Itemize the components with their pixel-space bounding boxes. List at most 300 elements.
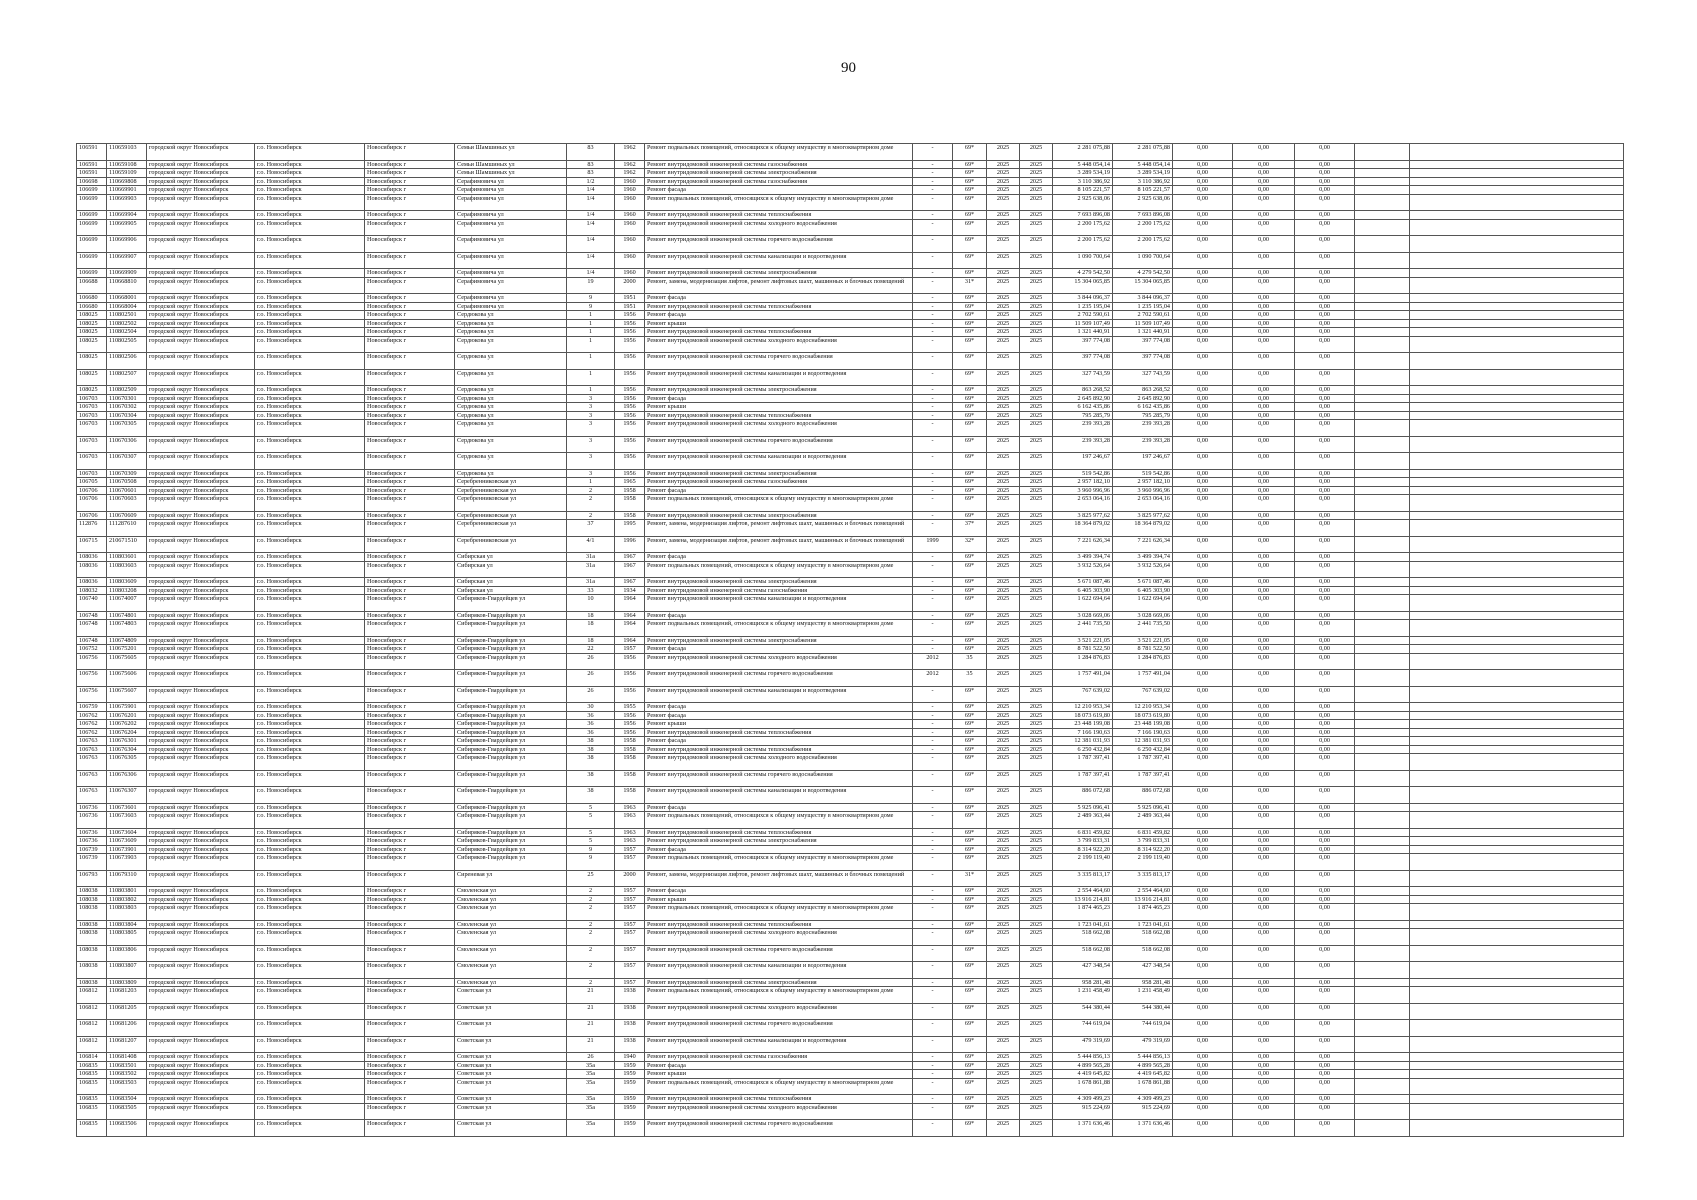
cell-house-number: 2 <box>567 511 615 520</box>
cell-fund-cost: 1 231 458,49 <box>1113 987 1173 1004</box>
cell-municipality: городской округ Новосибирск <box>147 1103 255 1120</box>
cell-street: Советская ул <box>455 1020 567 1037</box>
cell-fund-cost: 1 321 440,91 <box>1113 328 1173 337</box>
table-body <box>77 144 1624 1137</box>
cell-prev-repair-year: - <box>913 403 953 412</box>
cell-house-number: 35а <box>567 1095 615 1104</box>
cell-settlement: г.о. Новосибирск <box>255 369 365 386</box>
cell-street: Сибиряков-Гвардейцев ул <box>455 620 567 637</box>
cell-work-id: 110669903 <box>107 194 147 211</box>
cell-work-type: Ремонт внутридомовой инженерной системы теплоснабжения <box>645 211 913 220</box>
cell-house-id: 108038 <box>77 895 107 904</box>
cell-fund-cost: 1 622 694,64 <box>1113 595 1173 612</box>
cell-house-number: 1/4 <box>567 252 615 269</box>
cell-fund-cost: 3 521 221,05 <box>1113 636 1173 645</box>
cell-wear: 69* <box>953 787 987 804</box>
cell-house-id: 106706 <box>77 511 107 520</box>
cell-street: Серафимовича ул <box>455 211 567 220</box>
cell-fund-cost: 8 781 522,50 <box>1113 645 1173 654</box>
cell-settlement: г.о. Новосибирск <box>255 745 365 754</box>
cell-plan-year-end: 2025 <box>1020 336 1053 353</box>
cell-extra-1 <box>1355 1070 1410 1079</box>
cell-prev-repair-year: - <box>913 302 953 311</box>
cell-fund-cost: 2 957 182,10 <box>1113 478 1173 487</box>
cell-plan-year-start: 2025 <box>987 770 1020 787</box>
cell-build-year: 1956 <box>615 653 645 670</box>
cell-prev-repair-year: - <box>913 1103 953 1120</box>
cell-local-cost: 0,00 <box>1295 169 1355 178</box>
cell-settlement: г.о. Новосибирск <box>255 394 365 403</box>
cell-total-cost: 915 224,69 <box>1053 1103 1113 1120</box>
cell-work-type: Ремонт фасада <box>645 394 913 403</box>
cell-budget-cost: 0,00 <box>1173 486 1233 495</box>
cell-extra-2 <box>1410 737 1624 746</box>
cell-wear: 37* <box>953 520 987 537</box>
cell-prev-repair-year: - <box>913 478 953 487</box>
cell-house-id: 106591 <box>77 160 107 169</box>
cell-plan-year-end: 2025 <box>1020 987 1053 1004</box>
cell-street: Сибиряков-Гвардейцев ул <box>455 703 567 712</box>
cell-house-number: 2 <box>567 920 615 929</box>
cell-house-id: 106739 <box>77 845 107 854</box>
cell-house-number: 37 <box>567 520 615 537</box>
cell-prev-repair-year: - <box>913 252 953 269</box>
cell-wear: 69* <box>953 411 987 420</box>
cell-house-number: 35а <box>567 1120 615 1137</box>
cell-prev-repair-year: - <box>913 929 953 946</box>
cell-extra-2 <box>1410 1103 1624 1120</box>
cell-plan-year-start: 2025 <box>987 703 1020 712</box>
cell-build-year: 1957 <box>615 845 645 854</box>
cell-work-type: Ремонт внутридомовой инженерной системы газоснабжения <box>645 478 913 487</box>
cell-work-type: Ремонт внутридомовой инженерной системы канализации и водоотведения <box>645 962 913 979</box>
cell-regional-cost: 0,00 <box>1233 870 1295 887</box>
cell-budget-cost: 0,00 <box>1173 1003 1233 1020</box>
cell-build-year: 1963 <box>615 828 645 837</box>
cell-regional-cost: 0,00 <box>1233 394 1295 403</box>
cell-extra-2 <box>1410 469 1624 478</box>
cell-total-cost: 3 799 833,31 <box>1053 837 1113 846</box>
cell-plan-year-end: 2025 <box>1020 1078 1053 1095</box>
cell-house-id: 106812 <box>77 987 107 1004</box>
cell-plan-year-end: 2025 <box>1020 803 1053 812</box>
cell-local-cost: 0,00 <box>1295 703 1355 712</box>
cell-extra-1 <box>1355 845 1410 854</box>
cell-plan-year-end: 2025 <box>1020 787 1053 804</box>
cell-street: Семьи Шамшиных ул <box>455 169 567 178</box>
cell-municipality: городской округ Новосибирск <box>147 962 255 979</box>
cell-wear: 69* <box>953 636 987 645</box>
cell-work-id: 110676202 <box>107 720 147 729</box>
cell-work-type: Ремонт подвальных помещений, относящихся к общему имуществу в многоквартирном доме <box>645 144 913 161</box>
cell-plan-year-start: 2025 <box>987 319 1020 328</box>
cell-fund-cost: 5 925 096,41 <box>1113 803 1173 812</box>
cell-prev-repair-year: - <box>913 703 953 712</box>
cell-street: Серебренниковская ул <box>455 520 567 537</box>
cell-house-number: 22 <box>567 645 615 654</box>
cell-extra-1 <box>1355 336 1410 353</box>
table-row <box>77 319 1624 328</box>
cell-build-year: 1967 <box>615 553 645 562</box>
cell-wear: 69* <box>953 319 987 328</box>
cell-work-type: Ремонт, замена, модернизация лифтов, ремонт лифтовых шахт, машинных и блочных помещений <box>645 277 913 294</box>
cell-settlement: г.о. Новосибирск <box>255 386 365 395</box>
cell-wear: 69* <box>953 386 987 395</box>
cell-plan-year-start: 2025 <box>987 420 1020 437</box>
cell-prev-repair-year: - <box>913 1036 953 1053</box>
table-row <box>77 586 1624 595</box>
cell-regional-cost: 0,00 <box>1233 211 1295 220</box>
cell-budget-cost: 0,00 <box>1173 353 1233 370</box>
cell-extra-2 <box>1410 1020 1624 1037</box>
cell-plan-year-end: 2025 <box>1020 177 1053 186</box>
cell-regional-cost: 0,00 <box>1233 686 1295 703</box>
cell-budget-cost: 0,00 <box>1173 987 1233 1004</box>
cell-settlement: г.о. Новосибирск <box>255 887 365 896</box>
cell-extra-2 <box>1410 294 1624 303</box>
cell-total-cost: 3 844 096,37 <box>1053 294 1113 303</box>
table-row <box>77 703 1624 712</box>
cell-locality: Новосибирск г <box>365 711 455 720</box>
cell-prev-repair-year: - <box>913 962 953 979</box>
cell-regional-cost: 0,00 <box>1233 486 1295 495</box>
table-row <box>77 336 1624 353</box>
cell-prev-repair-year: 2012 <box>913 670 953 687</box>
cell-house-number: 1 <box>567 319 615 328</box>
cell-house-number: 38 <box>567 770 615 787</box>
cell-plan-year-start: 2025 <box>987 586 1020 595</box>
cell-work-id: 110803804 <box>107 920 147 929</box>
cell-extra-1 <box>1355 486 1410 495</box>
cell-total-cost: 3 028 669,06 <box>1053 611 1113 620</box>
cell-extra-1 <box>1355 1053 1410 1062</box>
cell-plan-year-start: 2025 <box>987 904 1020 921</box>
cell-work-id: 110669905 <box>107 219 147 236</box>
cell-regional-cost: 0,00 <box>1233 770 1295 787</box>
cell-municipality: городской округ Новосибирск <box>147 978 255 987</box>
cell-work-type: Ремонт внутридомовой инженерной системы холодного водоснабжения <box>645 929 913 946</box>
cell-build-year: 1996 <box>615 536 645 553</box>
cell-budget-cost: 0,00 <box>1173 728 1233 737</box>
cell-work-type: Ремонт внутридомовой инженерной системы газоснабжения <box>645 1053 913 1062</box>
cell-regional-cost: 0,00 <box>1233 252 1295 269</box>
cell-extra-1 <box>1355 828 1410 837</box>
cell-local-cost: 0,00 <box>1295 336 1355 353</box>
cell-regional-cost: 0,00 <box>1233 1020 1295 1037</box>
cell-fund-cost: 479 319,69 <box>1113 1036 1173 1053</box>
cell-total-cost: 12 210 953,34 <box>1053 703 1113 712</box>
cell-street: Серафимовича ул <box>455 219 567 236</box>
cell-extra-2 <box>1410 586 1624 595</box>
cell-budget-cost: 0,00 <box>1173 1095 1233 1104</box>
cell-plan-year-end: 2025 <box>1020 770 1053 787</box>
cell-wear: 69* <box>953 754 987 771</box>
cell-wear: 69* <box>953 1061 987 1070</box>
cell-wear: 69* <box>953 328 987 337</box>
cell-work-type: Ремонт внутридомовой инженерной системы горячего водоснабжения <box>645 1020 913 1037</box>
cell-locality: Новосибирск г <box>365 1078 455 1095</box>
cell-prev-repair-year: - <box>913 328 953 337</box>
cell-budget-cost: 0,00 <box>1173 319 1233 328</box>
cell-local-cost: 0,00 <box>1295 595 1355 612</box>
cell-plan-year-end: 2025 <box>1020 453 1053 470</box>
cell-house-number: 2 <box>567 978 615 987</box>
cell-extra-2 <box>1410 328 1624 337</box>
cell-house-number: 38 <box>567 745 615 754</box>
cell-plan-year-start: 2025 <box>987 1020 1020 1037</box>
cell-total-cost: 1 321 440,91 <box>1053 328 1113 337</box>
cell-settlement: г.о. Новосибирск <box>255 403 365 412</box>
cell-work-type: Ремонт подвальных помещений, относящихся к общему имуществу в многоквартирном доме <box>645 495 913 512</box>
cell-prev-repair-year: - <box>913 160 953 169</box>
cell-budget-cost: 0,00 <box>1173 636 1233 645</box>
cell-fund-cost: 1 090 700,64 <box>1113 252 1173 269</box>
cell-plan-year-start: 2025 <box>987 854 1020 871</box>
cell-municipality: городской округ Новосибирск <box>147 277 255 294</box>
cell-municipality: городской округ Новосибирск <box>147 319 255 328</box>
cell-wear: 35 <box>953 670 987 687</box>
cell-house-id: 106706 <box>77 495 107 512</box>
cell-build-year: 1957 <box>615 645 645 654</box>
cell-plan-year-end: 2025 <box>1020 403 1053 412</box>
cell-municipality: городской округ Новосибирск <box>147 553 255 562</box>
cell-work-type: Ремонт внутридомовой инженерной системы холодного водоснабжения <box>645 420 913 437</box>
cell-settlement: г.о. Новосибирск <box>255 711 365 720</box>
cell-build-year: 1960 <box>615 269 645 278</box>
cell-total-cost: 2 554 464,60 <box>1053 887 1113 896</box>
cell-build-year: 1960 <box>615 211 645 220</box>
cell-street: Советская ул <box>455 1070 567 1079</box>
cell-plan-year-start: 2025 <box>987 211 1020 220</box>
cell-house-number: 5 <box>567 812 615 829</box>
cell-budget-cost: 0,00 <box>1173 887 1233 896</box>
cell-extra-2 <box>1410 895 1624 904</box>
cell-total-cost: 5 925 096,41 <box>1053 803 1113 812</box>
cell-street: Сиреневая ул <box>455 870 567 887</box>
cell-total-cost: 1 284 876,83 <box>1053 653 1113 670</box>
cell-settlement: г.о. Новосибирск <box>255 978 365 987</box>
cell-extra-1 <box>1355 1103 1410 1120</box>
cell-work-id: 110802501 <box>107 311 147 320</box>
cell-work-id: 110675605 <box>107 653 147 670</box>
cell-fund-cost: 2 441 735,50 <box>1113 620 1173 637</box>
cell-street: Смоленская ул <box>455 920 567 929</box>
cell-build-year: 1958 <box>615 737 645 746</box>
cell-municipality: городской округ Новосибирск <box>147 536 255 553</box>
cell-extra-2 <box>1410 929 1624 946</box>
cell-extra-1 <box>1355 929 1410 946</box>
cell-prev-repair-year: - <box>913 469 953 478</box>
cell-street: Сибирская ул <box>455 561 567 578</box>
cell-local-cost: 0,00 <box>1295 386 1355 395</box>
cell-plan-year-end: 2025 <box>1020 353 1053 370</box>
cell-budget-cost: 0,00 <box>1173 1053 1233 1062</box>
cell-budget-cost: 0,00 <box>1173 770 1233 787</box>
cell-municipality: городской округ Новосибирск <box>147 670 255 687</box>
cell-house-number: 1 <box>567 328 615 337</box>
cell-municipality: городской округ Новосибирск <box>147 177 255 186</box>
cell-locality: Новосибирск г <box>365 394 455 403</box>
cell-wear: 69* <box>953 978 987 987</box>
cell-locality: Новосибирск г <box>365 595 455 612</box>
cell-wear: 69* <box>953 586 987 595</box>
cell-plan-year-end: 2025 <box>1020 653 1053 670</box>
cell-wear: 69* <box>953 486 987 495</box>
cell-work-type: Ремонт внутридомовой инженерной системы канализации и водоотведения <box>645 252 913 269</box>
cell-fund-cost: 327 743,59 <box>1113 369 1173 386</box>
cell-street: Сердюкова ул <box>455 394 567 403</box>
cell-build-year: 1957 <box>615 962 645 979</box>
cell-budget-cost: 0,00 <box>1173 828 1233 837</box>
cell-house-number: 3 <box>567 403 615 412</box>
cell-extra-2 <box>1410 636 1624 645</box>
cell-extra-1 <box>1355 328 1410 337</box>
cell-house-number: 19 <box>567 277 615 294</box>
cell-prev-repair-year: - <box>913 837 953 846</box>
cell-budget-cost: 0,00 <box>1173 854 1233 871</box>
cell-budget-cost: 0,00 <box>1173 553 1233 562</box>
cell-extra-2 <box>1410 962 1624 979</box>
cell-extra-2 <box>1410 787 1624 804</box>
cell-house-number: 2 <box>567 895 615 904</box>
cell-municipality: городской округ Новосибирск <box>147 728 255 737</box>
cell-budget-cost: 0,00 <box>1173 511 1233 520</box>
cell-locality: Новосибирск г <box>365 586 455 595</box>
cell-settlement: г.о. Новосибирск <box>255 144 365 161</box>
cell-street: Сибиряков-Гвардейцев ул <box>455 737 567 746</box>
cell-build-year: 1958 <box>615 754 645 771</box>
cell-extra-2 <box>1410 144 1624 161</box>
table-row <box>77 787 1624 804</box>
cell-regional-cost: 0,00 <box>1233 177 1295 186</box>
cell-plan-year-end: 2025 <box>1020 828 1053 837</box>
cell-house-number: 3 <box>567 411 615 420</box>
cell-local-cost: 0,00 <box>1295 369 1355 386</box>
cell-total-cost: 2 441 735,50 <box>1053 620 1113 637</box>
table-row <box>77 169 1624 178</box>
cell-local-cost: 0,00 <box>1295 511 1355 520</box>
cell-extra-2 <box>1410 353 1624 370</box>
cell-prev-repair-year: - <box>913 854 953 871</box>
cell-total-cost: 519 542,86 <box>1053 469 1113 478</box>
cell-prev-repair-year: - <box>913 720 953 729</box>
cell-wear: 69* <box>953 394 987 403</box>
cell-locality: Новосибирск г <box>365 194 455 211</box>
cell-extra-1 <box>1355 586 1410 595</box>
cell-street: Серафимовича ул <box>455 186 567 195</box>
cell-settlement: г.о. Новосибирск <box>255 160 365 169</box>
cell-regional-cost: 0,00 <box>1233 1103 1295 1120</box>
cell-wear: 69* <box>953 186 987 195</box>
cell-house-number: 26 <box>567 670 615 687</box>
cell-total-cost: 3 335 813,17 <box>1053 870 1113 887</box>
cell-fund-cost: 7 693 896,08 <box>1113 211 1173 220</box>
cell-prev-repair-year: - <box>913 369 953 386</box>
cell-regional-cost: 0,00 <box>1233 929 1295 946</box>
cell-locality: Новосибирск г <box>365 561 455 578</box>
cell-budget-cost: 0,00 <box>1173 920 1233 929</box>
cell-extra-2 <box>1410 302 1624 311</box>
table-row <box>77 611 1624 620</box>
cell-fund-cost: 3 335 813,17 <box>1113 870 1173 887</box>
cell-regional-cost: 0,00 <box>1233 436 1295 453</box>
cell-wear: 69* <box>953 561 987 578</box>
cell-house-id: 108038 <box>77 887 107 896</box>
cell-wear: 69* <box>953 469 987 478</box>
cell-plan-year-start: 2025 <box>987 269 1020 278</box>
cell-regional-cost: 0,00 <box>1233 386 1295 395</box>
cell-local-cost: 0,00 <box>1295 870 1355 887</box>
cell-total-cost: 1 678 861,88 <box>1053 1078 1113 1095</box>
cell-work-id: 110676201 <box>107 711 147 720</box>
cell-locality: Новосибирск г <box>365 1003 455 1020</box>
cell-regional-cost: 0,00 <box>1233 653 1295 670</box>
cell-fund-cost: 6 831 459,82 <box>1113 828 1173 837</box>
cell-municipality: городской округ Новосибирск <box>147 1003 255 1020</box>
cell-house-id: 106703 <box>77 436 107 453</box>
table-row <box>77 828 1624 837</box>
cell-settlement: г.о. Новосибирск <box>255 1078 365 1095</box>
cell-extra-2 <box>1410 745 1624 754</box>
cell-extra-1 <box>1355 561 1410 578</box>
cell-work-type: Ремонт крыши <box>645 895 913 904</box>
cell-municipality: городской округ Новосибирск <box>147 636 255 645</box>
cell-total-cost: 1 622 694,64 <box>1053 595 1113 612</box>
cell-settlement: г.о. Новосибирск <box>255 929 365 946</box>
cell-total-cost: 7 693 896,08 <box>1053 211 1113 220</box>
cell-regional-cost: 0,00 <box>1233 1003 1295 1020</box>
cell-budget-cost: 0,00 <box>1173 219 1233 236</box>
cell-locality: Новосибирск г <box>365 160 455 169</box>
cell-build-year: 1957 <box>615 854 645 871</box>
cell-settlement: г.о. Новосибирск <box>255 420 365 437</box>
cell-house-id: 106736 <box>77 837 107 846</box>
cell-municipality: городской округ Новосибирск <box>147 887 255 896</box>
cell-prev-repair-year: - <box>913 186 953 195</box>
cell-extra-2 <box>1410 495 1624 512</box>
cell-street: Сибиряков-Гвардейцев ул <box>455 854 567 871</box>
cell-total-cost: 6 405 303,90 <box>1053 586 1113 595</box>
cell-plan-year-start: 2025 <box>987 887 1020 896</box>
cell-total-cost: 3 110 386,92 <box>1053 177 1113 186</box>
cell-extra-1 <box>1355 411 1410 420</box>
cell-locality: Новосибирск г <box>365 620 455 637</box>
cell-wear: 69* <box>953 1078 987 1095</box>
cell-work-type: Ремонт внутридомовой инженерной системы теплоснабжения <box>645 328 913 337</box>
cell-house-number: 10 <box>567 595 615 612</box>
table-row <box>77 987 1624 1004</box>
cell-budget-cost: 0,00 <box>1173 945 1233 962</box>
cell-house-id: 106756 <box>77 670 107 687</box>
cell-extra-1 <box>1355 787 1410 804</box>
cell-locality: Новосибирск г <box>365 1020 455 1037</box>
cell-extra-1 <box>1355 711 1410 720</box>
cell-build-year: 1956 <box>615 411 645 420</box>
cell-plan-year-start: 2025 <box>987 737 1020 746</box>
cell-plan-year-start: 2025 <box>987 987 1020 1004</box>
cell-work-id: 110659109 <box>107 169 147 178</box>
cell-plan-year-end: 2025 <box>1020 929 1053 946</box>
table-row <box>77 636 1624 645</box>
cell-work-id: 110674803 <box>107 620 147 637</box>
cell-plan-year-start: 2025 <box>987 294 1020 303</box>
cell-plan-year-end: 2025 <box>1020 536 1053 553</box>
cell-regional-cost: 0,00 <box>1233 411 1295 420</box>
cell-plan-year-start: 2025 <box>987 670 1020 687</box>
cell-plan-year-start: 2025 <box>987 1120 1020 1137</box>
table-row <box>77 929 1624 946</box>
cell-municipality: городской округ Новосибирск <box>147 920 255 929</box>
